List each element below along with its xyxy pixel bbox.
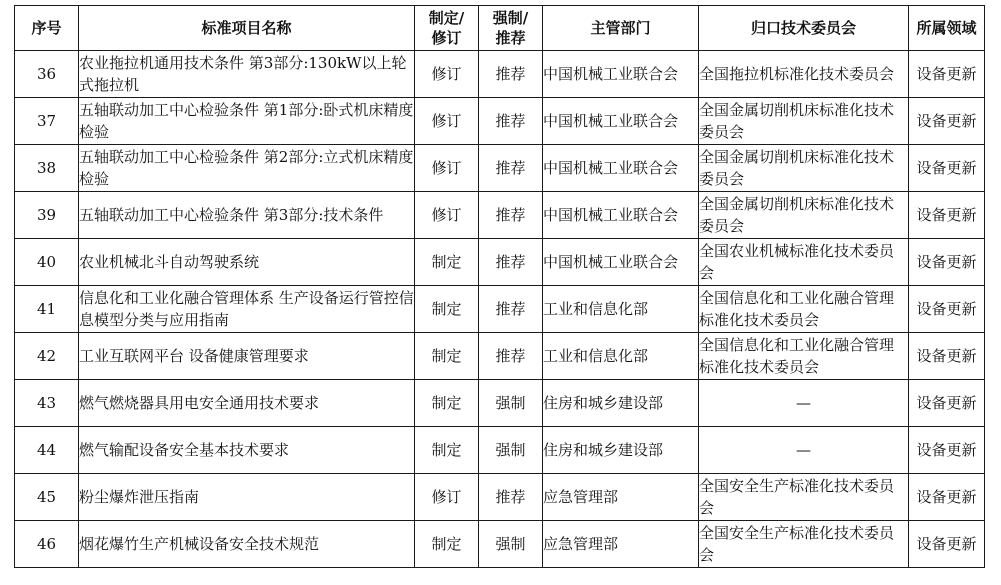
cell-no: 42 (15, 333, 79, 380)
cell-type: 制定 (415, 380, 479, 427)
cell-committee: 全国信息化和工业化融合管理标准化技术委员会 (699, 286, 909, 333)
cell-no: 40 (15, 239, 79, 286)
cell-dept: 住房和城乡建设部 (543, 380, 699, 427)
cell-nature: 推荐 (479, 239, 543, 286)
cell-name: 农业机械北斗自动驾驶系统 (79, 239, 415, 286)
header-type-line1: 制定/ (428, 9, 465, 27)
cell-nature: 推荐 (479, 145, 543, 192)
table-row (15, 51, 985, 98)
cell-no: 43 (15, 380, 79, 427)
cell-type: 制定 (415, 286, 479, 333)
cell-committee: — (699, 380, 909, 427)
cell-type: 制定 (415, 427, 479, 474)
cell-type: 制定 (415, 239, 479, 286)
cell-committee: 全国安全生产标准化技术委员会 (699, 521, 909, 568)
table-row (15, 239, 985, 286)
cell-nature: 强制 (479, 427, 543, 474)
table-row (15, 380, 985, 427)
standards-table-container (14, 5, 985, 568)
cell-dept: 中国机械工业联合会 (543, 51, 699, 98)
header-field: 所属领域 (909, 6, 985, 51)
cell-name: 粉尘爆炸泄压指南 (79, 474, 415, 521)
header-type-line2: 修订 (431, 29, 462, 47)
cell-no: 36 (15, 51, 79, 98)
cell-type: 制定 (415, 521, 479, 568)
header-dept: 主管部门 (543, 6, 699, 51)
table-row (15, 333, 985, 380)
cell-field: 设备更新 (909, 333, 985, 380)
cell-type: 修订 (415, 98, 479, 145)
cell-dept: 应急管理部 (543, 521, 699, 568)
header-committee: 归口技术委员会 (699, 6, 909, 51)
header-seq: 序号 (15, 6, 79, 51)
cell-no: 44 (15, 427, 79, 474)
cell-committee: — (699, 427, 909, 474)
cell-field: 设备更新 (909, 98, 985, 145)
cell-nature: 推荐 (479, 474, 543, 521)
cell-field: 设备更新 (909, 380, 985, 427)
cell-type: 制定 (415, 333, 479, 380)
cell-no: 38 (15, 145, 79, 192)
cell-field: 设备更新 (909, 474, 985, 521)
header-type (415, 6, 479, 51)
cell-dept: 中国机械工业联合会 (543, 192, 699, 239)
cell-type: 修订 (415, 192, 479, 239)
cell-type: 修订 (415, 474, 479, 521)
cell-dept: 工业和信息化部 (543, 286, 699, 333)
cell-nature: 推荐 (479, 98, 543, 145)
cell-nature: 推荐 (479, 192, 543, 239)
cell-field: 设备更新 (909, 286, 985, 333)
cell-dept: 中国机械工业联合会 (543, 239, 699, 286)
cell-dept: 工业和信息化部 (543, 333, 699, 380)
cell-committee: 全国信息化和工业化融合管理标准化技术委员会 (699, 333, 909, 380)
cell-no: 46 (15, 521, 79, 568)
cell-dept: 应急管理部 (543, 474, 699, 521)
cell-nature: 强制 (479, 380, 543, 427)
cell-field: 设备更新 (909, 521, 985, 568)
cell-field: 设备更新 (909, 192, 985, 239)
table-row (15, 427, 985, 474)
cell-name: 农业拖拉机通用技术条件 第3部分:130kW以上轮式拖拉机 (79, 51, 415, 98)
cell-no: 45 (15, 474, 79, 521)
cell-field: 设备更新 (909, 145, 985, 192)
table-row (15, 145, 985, 192)
cell-committee: 全国安全生产标准化技术委员会 (699, 474, 909, 521)
cell-no: 41 (15, 286, 79, 333)
header-name: 标准项目名称 (79, 6, 415, 51)
cell-name: 燃气燃烧器具用电安全通用技术要求 (79, 380, 415, 427)
cell-committee: 全国金属切削机床标准化技术委员会 (699, 145, 909, 192)
cell-dept: 中国机械工业联合会 (543, 98, 699, 145)
cell-committee: 全国金属切削机床标准化技术委员会 (699, 98, 909, 145)
table-row (15, 521, 985, 568)
cell-field: 设备更新 (909, 239, 985, 286)
cell-field: 设备更新 (909, 51, 985, 98)
cell-dept: 住房和城乡建设部 (543, 427, 699, 474)
table-row (15, 474, 985, 521)
cell-name: 工业互联网平台 设备健康管理要求 (79, 333, 415, 380)
header-nature-line2: 推荐 (495, 29, 526, 47)
cell-nature: 强制 (479, 521, 543, 568)
cell-name: 五轴联动加工中心检验条件 第1部分:卧式机床精度检验 (79, 98, 415, 145)
cell-nature: 推荐 (479, 333, 543, 380)
cell-name: 烟花爆竹生产机械设备安全技术规范 (79, 521, 415, 568)
cell-nature: 推荐 (479, 51, 543, 98)
cell-no: 37 (15, 98, 79, 145)
cell-dept: 中国机械工业联合会 (543, 145, 699, 192)
cell-name: 五轴联动加工中心检验条件 第2部分:立式机床精度检验 (79, 145, 415, 192)
cell-no: 39 (15, 192, 79, 239)
standards-table (14, 5, 985, 568)
cell-committee: 全国农业机械标准化技术委员会 (699, 239, 909, 286)
table-row (15, 98, 985, 145)
cell-nature: 推荐 (479, 286, 543, 333)
table-header-row (15, 6, 985, 51)
cell-type: 修订 (415, 145, 479, 192)
cell-committee: 全国拖拉机标准化技术委员会 (699, 51, 909, 98)
cell-name: 燃气输配设备安全基本技术要求 (79, 427, 415, 474)
table-row (15, 286, 985, 333)
cell-field: 设备更新 (909, 427, 985, 474)
cell-committee: 全国金属切削机床标准化技术委员会 (699, 192, 909, 239)
cell-name: 信息化和工业化融合管理体系 生产设备运行管控信息模型分类与应用指南 (79, 286, 415, 333)
cell-type: 修订 (415, 51, 479, 98)
header-nature (479, 6, 543, 51)
cell-name: 五轴联动加工中心检验条件 第3部分:技术条件 (79, 192, 415, 239)
header-nature-line1: 强制/ (492, 9, 529, 27)
table-row (15, 192, 985, 239)
